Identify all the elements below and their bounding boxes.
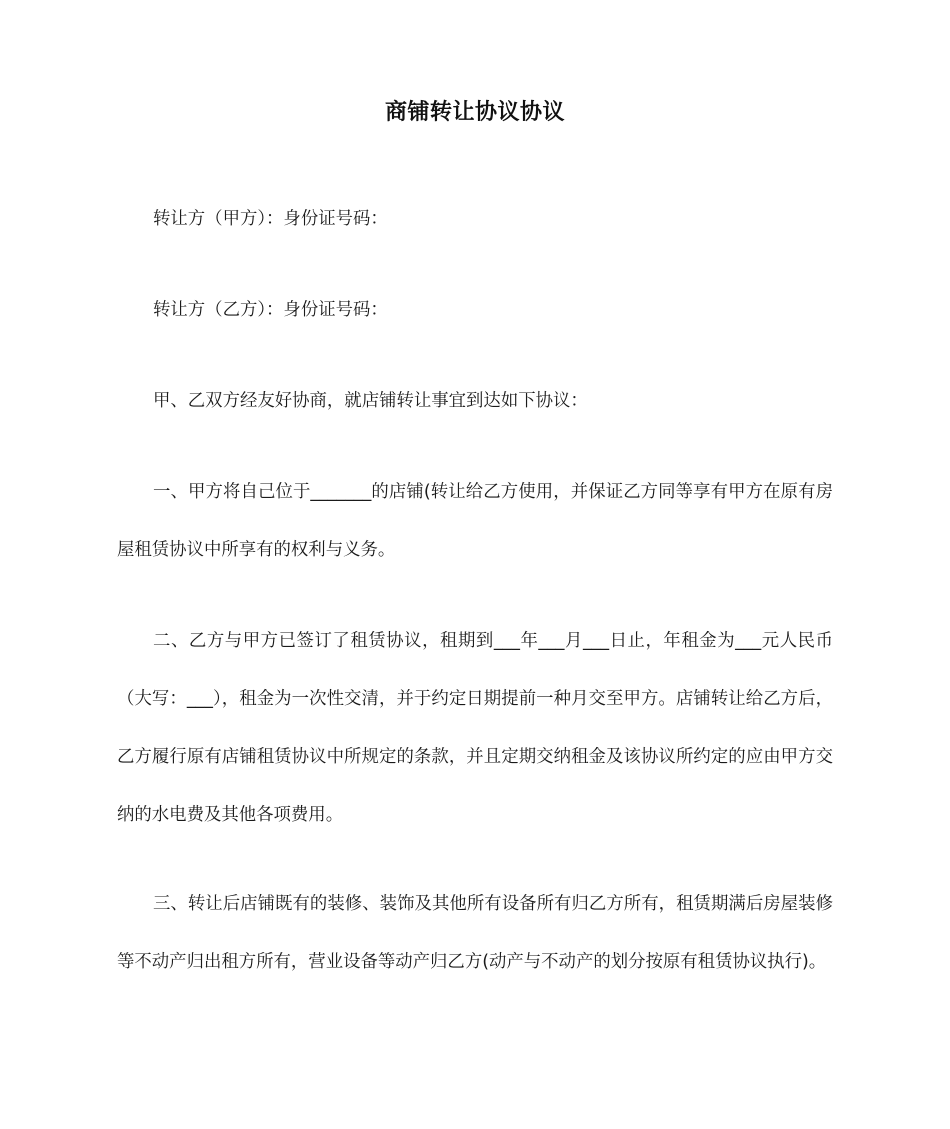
- agreement-preamble: 甲、乙双方经友好协商，就店铺转让事宜到达如下协议：: [153, 391, 588, 411]
- clause-3: 三、转让后店铺既有的装修、装饰及其他所有设备所有归乙方所有，租赁期满后房屋装修等不动产归出租方所有，营业设备等动产归乙方(动产与不动产的划分按原有租赁协议执行)。: [117, 894, 833, 972]
- transferor-party-a-line: 转让方（甲方）：身份证号码：: [153, 209, 388, 229]
- clause-1: 一、甲方将自己位于_______的店铺(转让给乙方使用，并保证乙方同等享有甲方在原有房屋租赁协议中所享有的权利与义务。: [117, 482, 833, 560]
- transferee-party-b-line: 转让方（乙方）：身份证号码：: [153, 300, 388, 320]
- clause-2: 二、乙方与甲方已签订了租赁协议，租期到___年___月___日止，年租金为___元人民币（大写：___），租金为一次性交清，并于约定日期提前一种月交至甲方。店铺转让给乙方后，乙方履行原有店铺租赁协议中所规定的条款，并且定期交纳租金及该协议所约定的应由甲方交纳的水电费及其他各项费用。: [117, 631, 833, 825]
- document-title: 商铺转让协议协议: [384, 100, 565, 125]
